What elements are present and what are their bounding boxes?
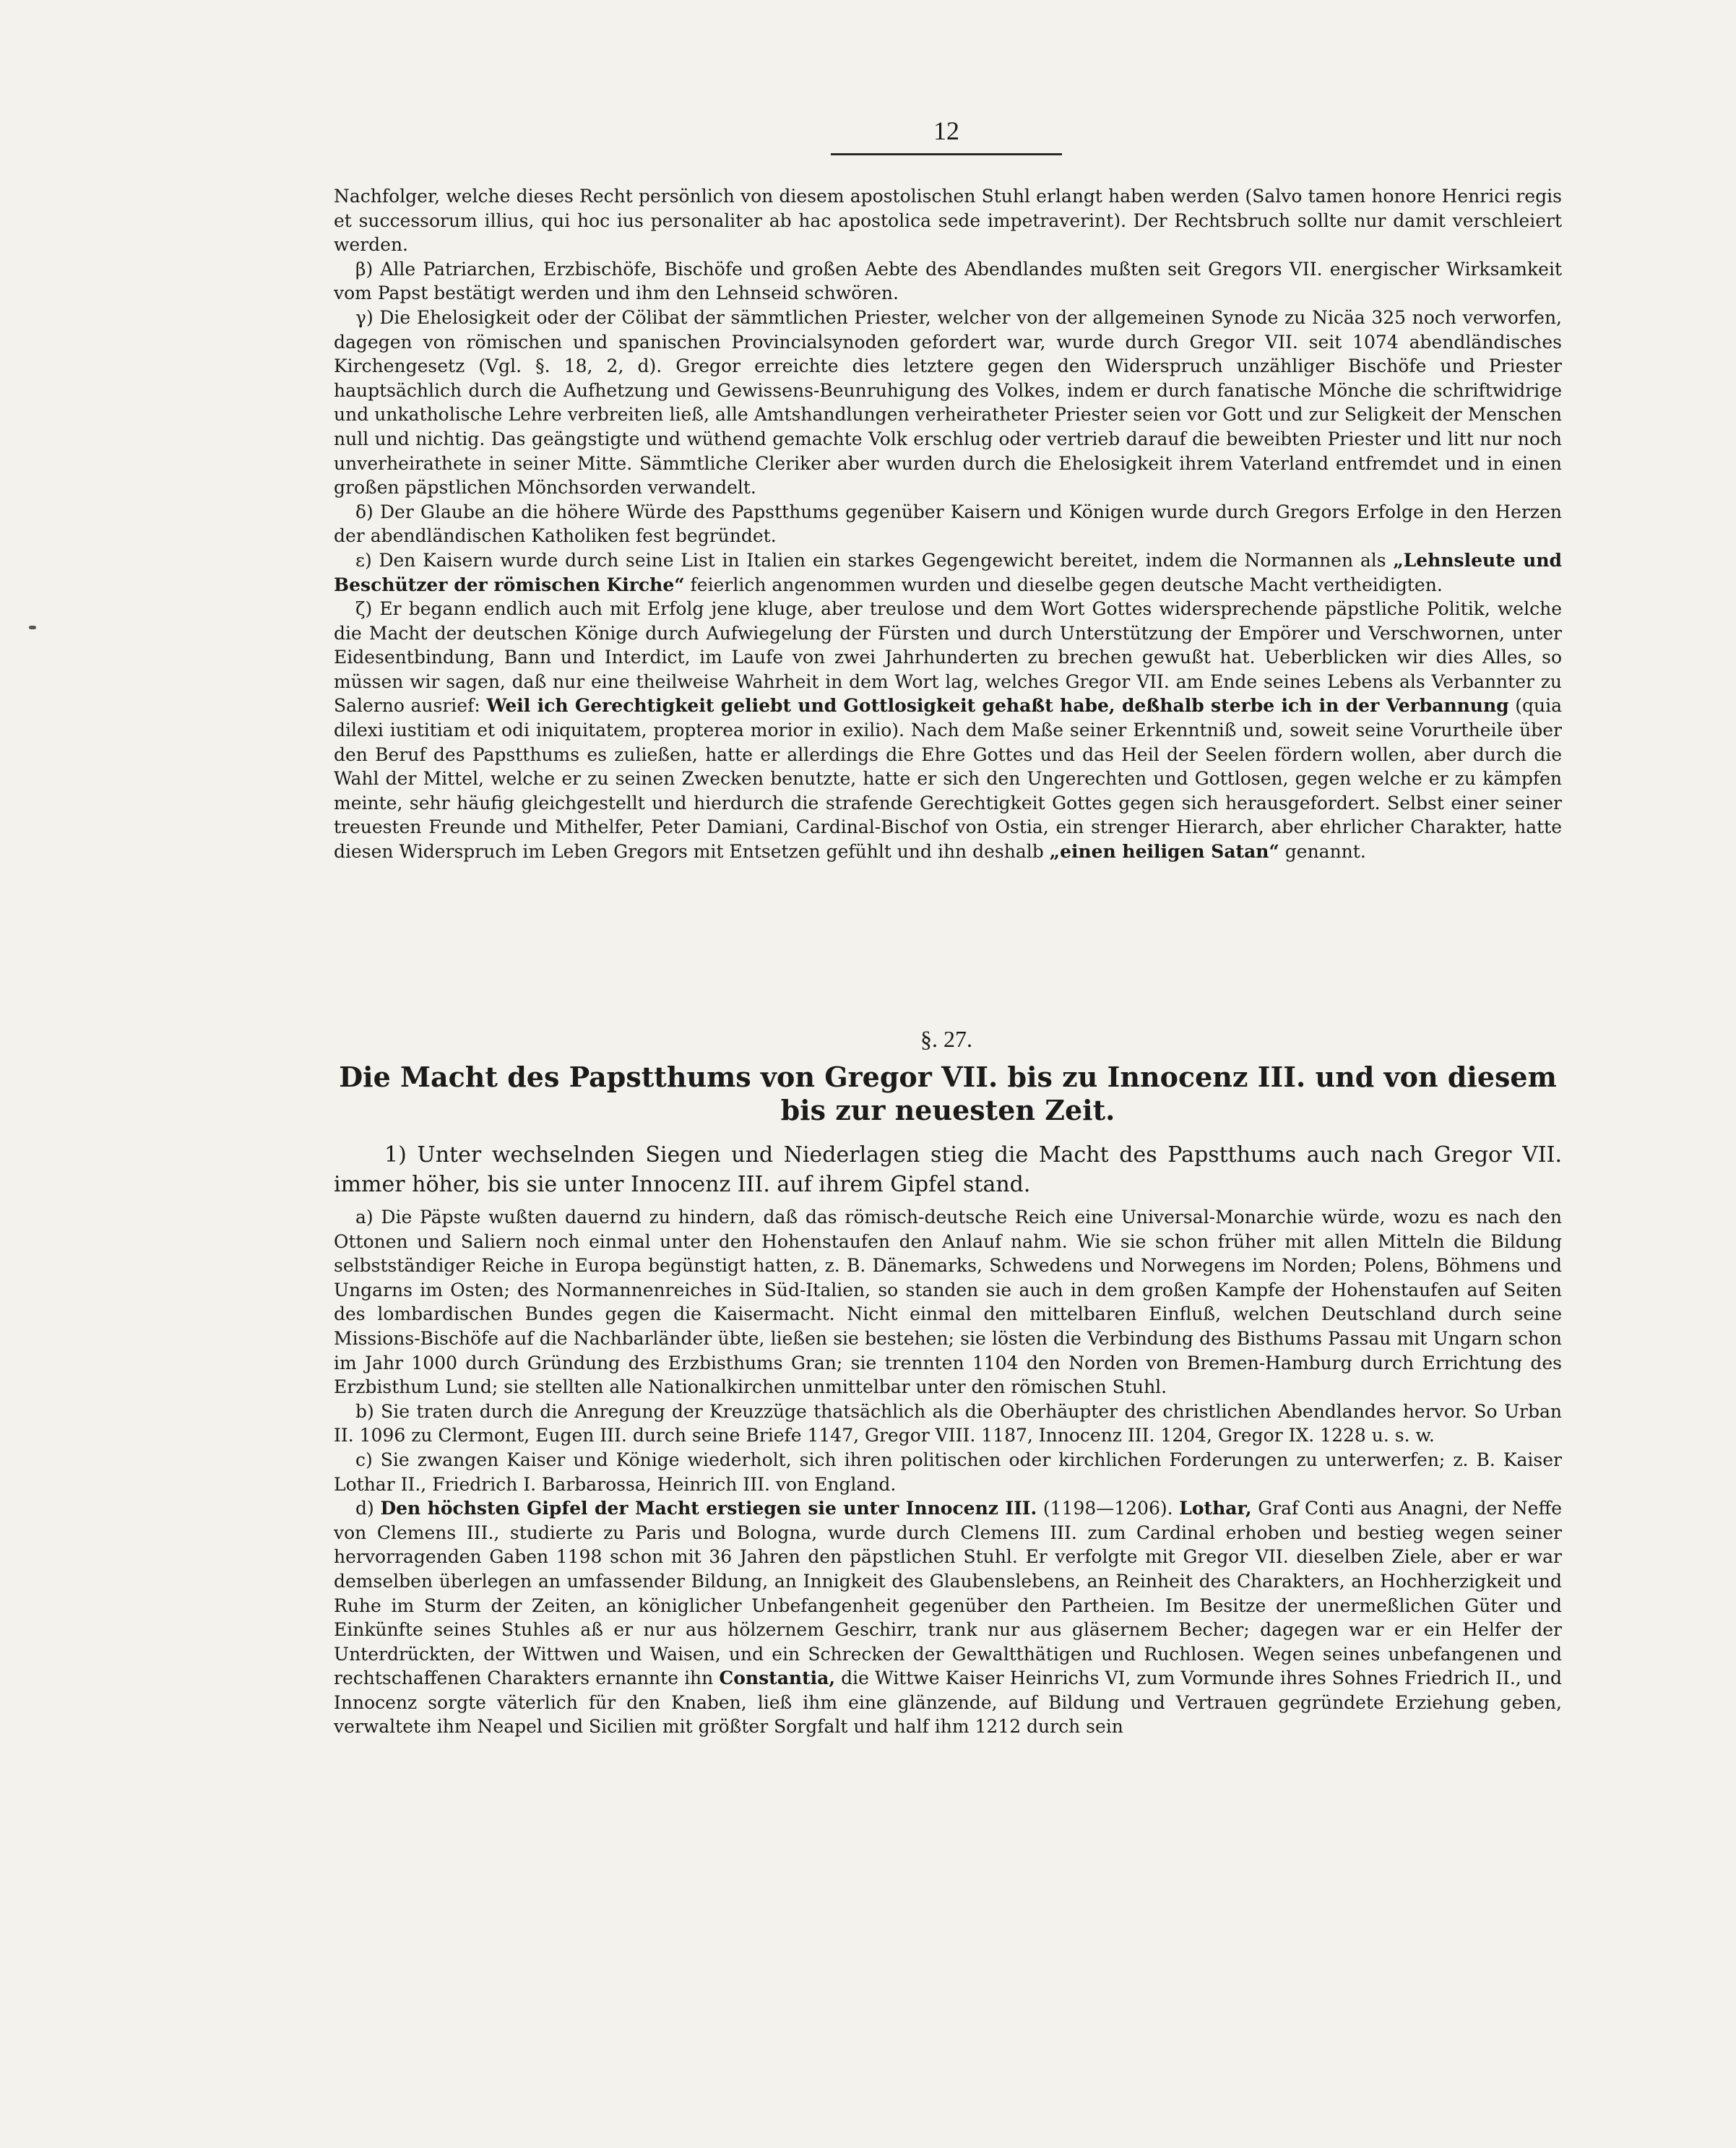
d-heading-emphasis: Den höchsten Gipfel der Macht erstiegen sie unter Innocenz III. — [380, 1498, 1037, 1519]
lower-text-block — [334, 1205, 1562, 1739]
zeta-text-2: (quia dilexi iustitiam et odi iniquitatem, propterea morior in exilio). Nach dem Maße seiner Erkenntniß und, soweit seine Vorurtheile über den Beruf des Papstthums es zuließen, hatte er allerdings die Ehre Gottes und das Heil der Seelen fördern wollen, aber durch die Wahl der Mittel, welche er zu seinen Zwecken benutzte, hatte er sich den Ungerechten und Gottlosen, gegen welche er zu kämpfen meinte, sehr häufig gleichgestellt und hierdurch die strafende Gerechtigkeit Gottes gegen sich herausgefordert. Selbst einer seiner treuesten Freunde und Mithelfer, Peter Damiani, Cardinal-Bischof von Ostia, ein strenger Hierarch, aber ehrlicher Charakter, hatte diesen Widerspruch im Leben Gregors mit Entsetzen gefühlt und ihn deshalb — [334, 695, 1562, 863]
epsilon-emphasis: „Lehnsleute und Beschützer der römischen Kirche“ — [334, 549, 1562, 595]
zeta-satan-emphasis: „einen heiligen Satan“ — [1049, 841, 1279, 863]
header-rule — [831, 153, 1062, 155]
paragraph-continuation: Nachfolger, welche dieses Recht persönlich von diesem apostolischen Stuhl erlangt haben werden (Salvo tamen honore Henrici regis et successorum illius, qui hoc ius personaliter ab hac apostolica sede impetraverint). Der Rechtsbruch sollte nur damit verschleiert werden. — [334, 186, 1562, 256]
section-title: Die Macht des Papstthums von Gregor VII. bis zu Innocenz III. und von diesem bis zur neuesten Zeit. — [339, 1061, 1557, 1126]
d-text-1: (1198—1206). — [1037, 1498, 1180, 1519]
epsilon-text-end: feierlich angenommen wurden und dieselbe gegen deutsche Macht vertheidigten. — [684, 574, 1443, 595]
paragraph-zeta — [334, 597, 1562, 864]
section-lead-paragraph: 1) Unter wechselnden Siegen und Niederlagen stieg die Macht des Papstthums auch nach Gregor VII. immer höher, bis sie unter Innocenz III. auf ihrem Gipfel stand. — [334, 1142, 1562, 1197]
paragraph-b: b) Sie traten durch die Anregung der Kreuzzüge thatsächlich als die Oberhäupter des christlichen Abendlandes hervor. So Urban II. 1096 zu Clermont, Eugen III. durch seine Briefe 1147, Gregor VIII. 1187, Innocenz III. 1204, Gregor IX. 1228 u. s. w. — [334, 1400, 1562, 1446]
d-name-lothar: Lothar, — [1179, 1498, 1252, 1519]
d-text-2: Graf Conti aus Anagni, der Neffe von Clemens III., studierte zu Paris und Bologna, wurde durch Clemens III. zum Cardinal erhoben und bestieg wegen seiner hervorragenden Gaben 1198 schon mit 36 Jahren den päpstlichen Stuhl. Er verfolgte mit Gregor VII. dieselben Ziele, aber er war demselben überlegen an umfassender Bildung, an Innigkeit des Glaubenslebens, an Reinheit des Charakters, an Hochherzigkeit und Ruhe im Sturm der Zeiten, an königlicher Unbefangenheit gegenüber den Partheien. Im Besitze der unermeßlichen Güter und Einkünfte seines Stuhles aß er nur aus hölzernem Geschirr, trank nur aus gläsernem Becher; dagegen war er ein Helfer der Unterdrückten, der Wittwen und Waisen, und ein Schrecken der Gewaltthätigen und Ruchlosen. Wegen seines unbefangenen und rechtschaffenen Charakters ernannte ihn — [334, 1498, 1563, 1689]
paragraph-epsilon — [334, 548, 1562, 597]
paragraph-beta: β) Alle Patriarchen, Erzbischöfe, Bischöfe und großen Aebte des Abendlandes mußten seit Gregors VII. energischer Wirksamkeit vom Papst bestätigt werden und ihm den Lehnseid schwören. — [334, 258, 1562, 304]
ink-speck — [29, 626, 36, 629]
paragraph-delta: δ) Der Glaube an die höhere Würde des Papstthums gegenüber Kaisern und Königen wurde durch Gregors Erfolge in den Herzen der abendländischen Katholiken fest begründet. — [334, 501, 1562, 547]
top-text-block — [334, 184, 1562, 864]
section-number: §. 27. — [920, 1026, 972, 1052]
d-prefix: d) — [355, 1498, 381, 1519]
d-name-constantia: Constantia, — [719, 1668, 836, 1689]
zeta-text-3: genannt. — [1279, 841, 1366, 863]
paragraph-d — [334, 1496, 1562, 1739]
d-text-3: die Wittwe Kaiser Heinrichs VI, zum Vormunde ihres Sohnes Friedrich II., und Innocenz sorgte väterlich für den Knaben, ließ ihm eine glänzende, auf Bildung und Vertrauen gegründete Erziehung geben, verwaltete ihm Neapel und Sicilien mit größter Sorgfalt und half ihm 1212 durch sein — [334, 1668, 1562, 1738]
zeta-text-1: ζ) Er begann endlich auch mit Erfolg jene kluge, aber treulose und dem Wort Gottes widersprechende päpstliche Politik, welche die Macht der deutschen Könige durch Aufwiegelung der Fürsten und durch Unterstützung der Empörer und Verschwornen, unter Eidesentbindung, Bann und Interdict, im Laufe von zwei Jahrhunderten zu brechen gewußt hat. Ueberblicken wir dies Alles, so müssen wir sagen, daß nur eine theilweise Wahrheit in dem Wort lag, welches Gregor VII. am Ende seines Lebens als Verbannter zu Salerno ausrief: — [334, 598, 1562, 717]
page-number: 12 — [933, 116, 959, 145]
paragraph-a: a) Die Päpste wußten dauernd zu hindern, daß das römisch-deutsche Reich eine Universal-Monarchie würde, wozu es nach den Ottonen und Saliern noch einmal unter den Hohenstaufen den Anlauf nahm. Wie sie schon früher mit allen Mitteln die Bildung selbstständiger Reiche in Europa begünstigt hatten, z. B. Dänemarks, Schwedens und Norwegens im Norden; Polens, Böhmens und Ungarns im Osten; des Normannenreiches in Süd-Italien, so standen sie auch in dem großen Kampfe der Hohenstaufen auf Seiten des lombardischen Bundes gegen die Kaisermacht. Nicht einmal den mittelbaren Einfluß, welchen Deutschland durch seine Missions-Bischöfe auf die Nachbarländer übte, ließen sie bestehen; sie lösten die Verbindung des Bisthums Passau mit Ungarn schon im Jahr 1000 durch Gründung des Erzbisthums Gran; sie trennten 1104 den Norden von Bremen-Hamburg durch Errichtung des Erzbisthum Lund; sie stellten alle Nationalkirchen unmittelbar unter den römischen Stuhl. — [334, 1207, 1562, 1398]
epsilon-text: ε) Den Kaisern wurde durch seine List in Italien ein starkes Gegengewicht bereitet, indem die Normannen als — [355, 549, 1394, 571]
paragraph-c: c) Sie zwangen Kaiser und Könige wiederholt, sich ihren politischen oder kirchlichen Forderungen zu unterwerfen; z. B. Kaiser Lothar II., Friedrich I. Barbarossa, Heinrich III. von England. — [334, 1449, 1562, 1495]
paragraph-gamma: γ) Die Ehelosigkeit oder der Cölibat der sämmtlichen Priester, welcher von der allgemeinen Synode zu Nicäa 325 noch verworfen, dagegen von römischen und spanischen Provincialsynoden gefordert war, wurde durch Gregor VII. seit 1074 abendländisches Kirchengesetz (Vgl. §. 18, 2, d). Gregor erreichte dies letztere gegen den Widerspruch unzähliger Bischöfe und Priester hauptsächlich durch die Aufhetzung und Gewissens-Beunruhigung des Volkes, indem er durch fanatische Mönche die schriftwidrige und unkatholische Lehre verbreiten ließ, alle Amtshandlungen verheiratheter Priester seien vor Gott und zur Seligkeit der Menschen null und nichtig. Das geängstigte und wüthend gemachte Volk erschlug oder vertrieb darauf die beweibten Priester und litt nur noch unverheirathete in seiner Mitte. Sämmtliche Cleriker aber wurden durch die Ehelosigkeit ihrem Vaterland entfremdet und in einen großen päpstlichen Mönchsorden verwandelt. — [334, 306, 1562, 499]
zeta-quote-emphasis: Weil ich Gerechtigkeit geliebt und Gottlosigkeit gehaßt habe, deßhalb sterbe ich in der Verbannung — [486, 695, 1509, 717]
